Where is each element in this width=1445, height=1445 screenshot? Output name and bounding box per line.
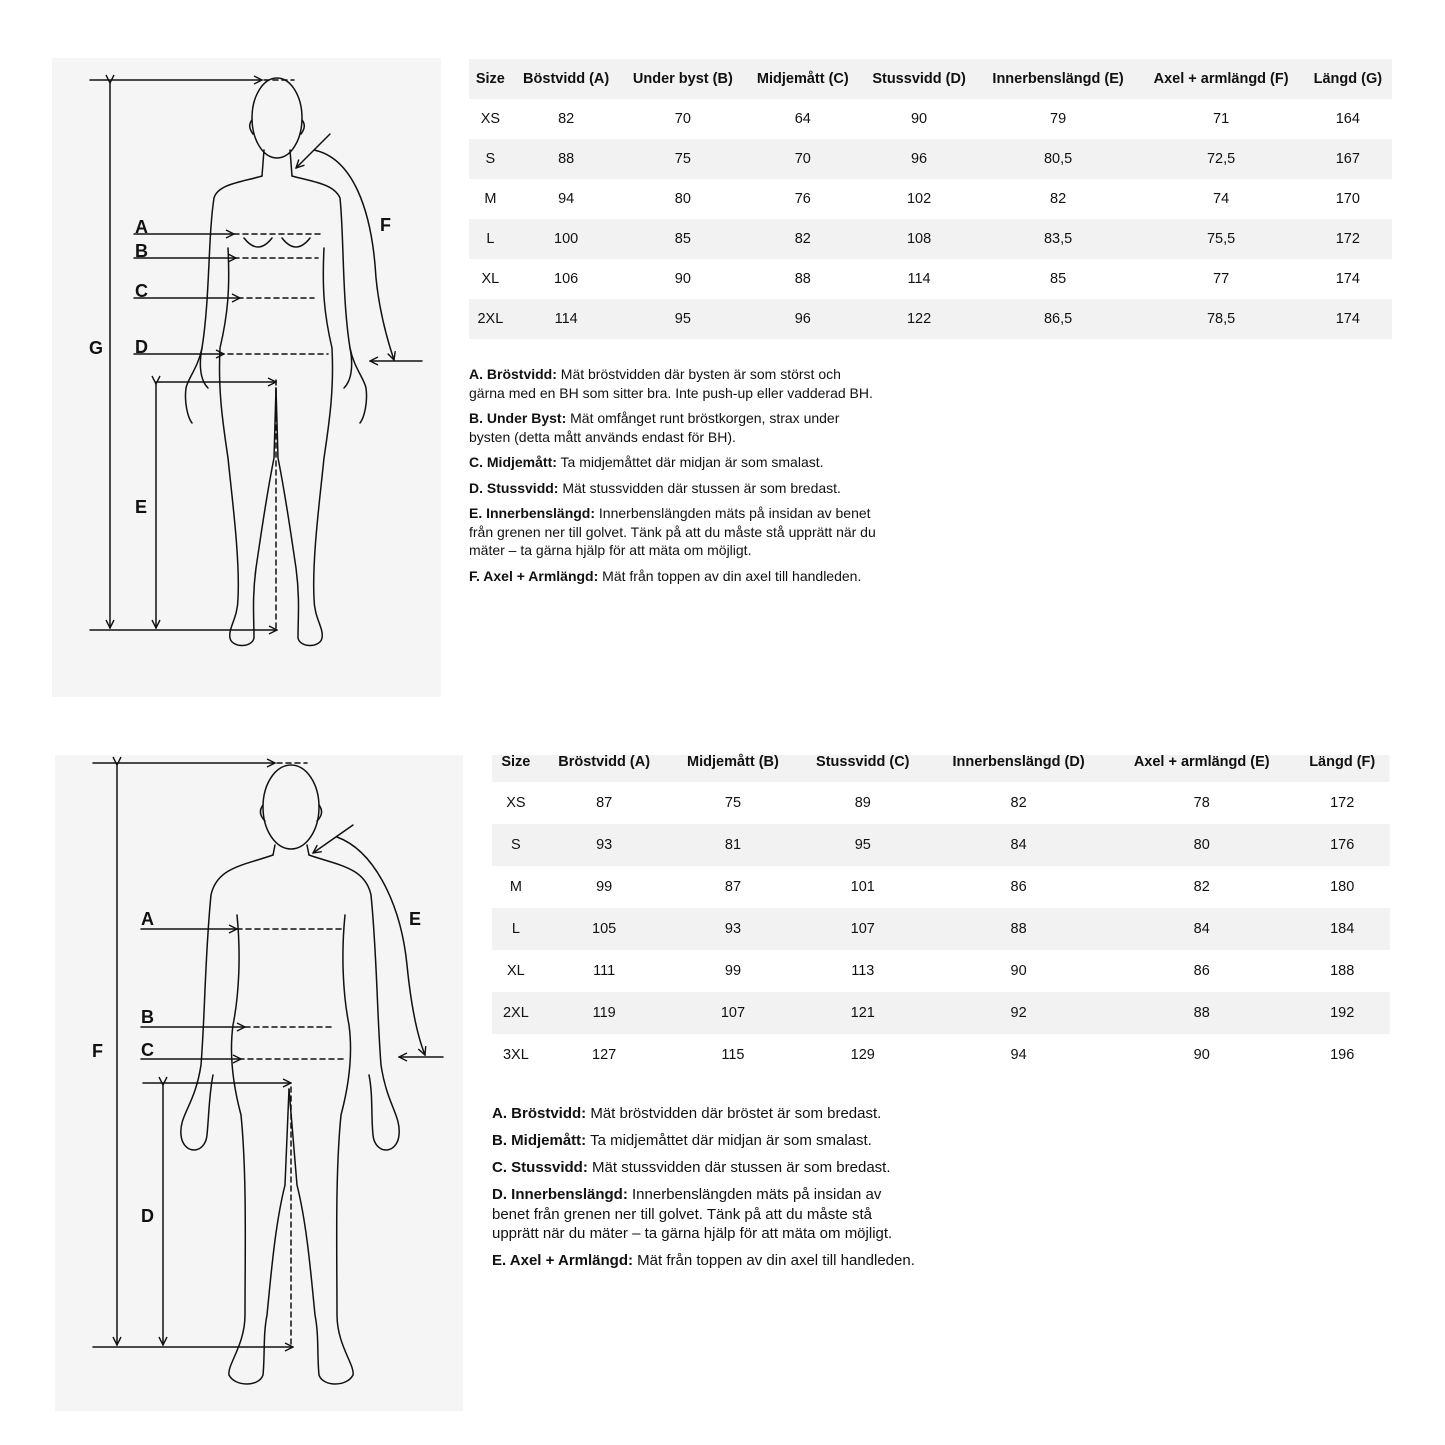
table-cell: 86 xyxy=(1010,879,1027,895)
table-cell: 107 xyxy=(720,1005,746,1021)
table-cell: 188 xyxy=(1330,963,1355,979)
note-item xyxy=(469,479,879,498)
table-cell: 75 xyxy=(724,795,742,811)
table-header-row xyxy=(469,59,1392,99)
table-cell: 64 xyxy=(794,111,811,127)
table-cell: 71 xyxy=(1213,111,1230,127)
table-cell: 114 xyxy=(554,311,578,327)
table-cell: 87 xyxy=(596,795,613,811)
table-cell: 96 xyxy=(794,311,811,327)
table-cell: 99 xyxy=(724,963,742,979)
table-row xyxy=(469,219,1392,259)
column-header: Midjemått (C) xyxy=(756,71,849,87)
table-cell: 80 xyxy=(674,191,691,207)
column-header: Innerbenslängd (D) xyxy=(952,754,1085,770)
table-cell: 105 xyxy=(592,921,617,937)
table-cell: 77 xyxy=(1213,271,1230,287)
column-header: Bröstvidd (A) xyxy=(558,754,651,770)
table-cell: L xyxy=(511,921,520,937)
note-item xyxy=(469,504,879,560)
table-cell: 74 xyxy=(1213,191,1230,207)
note-item xyxy=(492,1185,922,1244)
label-c: C xyxy=(141,1040,154,1060)
label-d: D xyxy=(135,337,148,357)
label-d: D xyxy=(141,1206,154,1226)
table-cell: 85 xyxy=(1050,271,1067,287)
column-header: Axel + armlängd (F) xyxy=(1153,71,1289,87)
table-cell: 88 xyxy=(1010,921,1027,937)
table-cell: 3XL xyxy=(502,1047,529,1063)
note-item xyxy=(492,1158,922,1178)
note-text: Mät omfånget runt bröstkorgen, strax under bysten (detta mått används endast för BH). xyxy=(469,410,840,445)
table-cell: XL xyxy=(507,963,525,979)
table-row xyxy=(469,99,1392,139)
men-size-table xyxy=(492,742,1390,1076)
note-text: Mät bröstvidden där bysten är som störst och gärna med en BH som sitter bra. Inte push-up eller vadderad BH. xyxy=(469,366,873,401)
table-cell: S xyxy=(511,837,521,853)
women-measurement-notes xyxy=(469,365,879,592)
table-cell: 89 xyxy=(854,795,871,811)
table-cell: 75,5 xyxy=(1206,231,1236,247)
table-cell: 119 xyxy=(592,1005,616,1021)
label-e: E xyxy=(409,909,422,929)
table-row xyxy=(492,1034,1390,1076)
table-cell: 167 xyxy=(1335,151,1360,167)
table-cell: 82 xyxy=(1010,795,1027,811)
column-header: Size xyxy=(475,71,505,87)
table-cell: 84 xyxy=(1010,837,1027,853)
table-cell: 85 xyxy=(674,231,691,247)
table-cell: 196 xyxy=(1330,1047,1355,1063)
table-cell: 114 xyxy=(907,271,931,287)
table-cell: 101 xyxy=(850,879,875,895)
column-header: Midjemått (B) xyxy=(687,754,779,770)
table-cell: 78,5 xyxy=(1206,311,1236,327)
table-cell: 122 xyxy=(906,311,932,327)
table-cell: 84 xyxy=(1193,921,1210,937)
table-row xyxy=(492,908,1390,950)
women-figure-panel xyxy=(52,58,441,697)
note-text: Innerbenslängden mäts på insidan av benet från grenen ner till golvet. Tänk på att du måste stå upprätt när du mäter – ta gärna hjälp för att mäta om möjligt. xyxy=(492,1186,893,1242)
table-row xyxy=(492,824,1390,866)
note-item xyxy=(492,1251,922,1271)
column-header: Längd (F) xyxy=(1309,754,1376,770)
table-row xyxy=(469,179,1392,219)
table-cell: 94 xyxy=(1010,1047,1027,1063)
table-cell: 176 xyxy=(1330,837,1355,853)
note-text: Mät bröstvidden där bröstet är som bredast. xyxy=(586,1105,882,1122)
note-text: Innerbenslängden mäts på insidan av benet från grenen ner till golvet. Tänk på att du måste stå upprätt när du mäter – ta gärna hjälp för att mäta om möjligt. xyxy=(469,505,876,558)
note-term: C. Midjemått: xyxy=(469,454,557,470)
table-cell: 92 xyxy=(1010,1005,1027,1021)
note-item xyxy=(469,453,879,472)
table-cell: 90 xyxy=(1010,963,1027,979)
women-size-table xyxy=(469,59,1392,339)
table-cell: 102 xyxy=(906,191,932,207)
table-row xyxy=(469,259,1392,299)
note-term: B. Midjemått: xyxy=(492,1132,587,1149)
table-cell: S xyxy=(485,151,496,167)
column-header: Innerbenslängd (E) xyxy=(992,71,1124,87)
label-f: F xyxy=(92,1041,103,1061)
table-cell: XL xyxy=(481,271,500,287)
table-cell: 95 xyxy=(854,837,871,853)
note-item xyxy=(469,365,879,402)
note-text: Mät från toppen av din axel till handleden. xyxy=(633,1252,915,1269)
note-term: F. Axel + Armlängd: xyxy=(469,567,599,584)
column-header: Längd (G) xyxy=(1313,71,1383,87)
table-cell: 90 xyxy=(910,111,928,127)
table-cell: 80 xyxy=(1193,837,1210,853)
column-header: Böstvidd (A) xyxy=(523,71,610,87)
table-cell: 82 xyxy=(794,231,811,247)
note-item xyxy=(492,1104,922,1124)
table-cell: 70 xyxy=(674,111,691,127)
table-row xyxy=(492,950,1390,992)
table-row xyxy=(492,782,1390,824)
table-cell: 172 xyxy=(1335,231,1360,247)
table-cell: 81 xyxy=(724,837,742,853)
label-b: B xyxy=(135,241,148,261)
table-cell: 87 xyxy=(724,879,742,895)
table-cell: 78 xyxy=(1193,795,1210,811)
label-a: A xyxy=(141,909,154,929)
note-term: E. Axel + Armlängd: xyxy=(492,1252,634,1269)
label-c: C xyxy=(135,281,148,301)
table-cell: 95 xyxy=(674,311,691,327)
label-f: F xyxy=(380,215,391,235)
table-cell: 79 xyxy=(1050,111,1067,127)
table-cell: 83,5 xyxy=(1043,231,1073,247)
table-cell: 129 xyxy=(850,1047,875,1063)
table-cell: 86,5 xyxy=(1043,311,1073,327)
table-cell: L xyxy=(486,231,495,247)
table-cell: XS xyxy=(506,795,526,811)
note-term: A. Bröstvidd: xyxy=(492,1105,587,1122)
table-cell: M xyxy=(509,879,522,895)
table-cell: 164 xyxy=(1335,111,1360,127)
table-cell: 172 xyxy=(1330,795,1355,811)
table-cell: 174 xyxy=(1335,271,1360,287)
table-cell: 192 xyxy=(1330,1005,1355,1021)
table-row xyxy=(492,992,1390,1034)
table-cell: M xyxy=(484,191,497,207)
table-cell: 2XL xyxy=(477,311,504,327)
table-cell: 90 xyxy=(674,271,691,287)
men-measurement-notes xyxy=(492,1104,922,1278)
table-cell: 170 xyxy=(1335,191,1360,207)
note-term: B. Under Byst: xyxy=(469,410,567,426)
note-text: Mät stussvidden där stussen är som bredast. xyxy=(558,479,841,496)
note-term: D. Innerbenslängd: xyxy=(492,1186,628,1203)
table-cell: 108 xyxy=(906,231,932,247)
table-cell: 121 xyxy=(850,1005,875,1021)
table-cell: 96 xyxy=(910,151,928,167)
table-cell: 106 xyxy=(554,271,579,287)
note-term: C. Stussvidd: xyxy=(492,1159,588,1176)
table-cell: 184 xyxy=(1330,921,1355,937)
table-cell: 127 xyxy=(592,1047,617,1063)
table-cell: 115 xyxy=(721,1047,745,1063)
note-term: A. Bröstvidd: xyxy=(469,366,557,382)
table-cell: 174 xyxy=(1335,311,1360,327)
note-text: Ta midjemåttet där midjan är som smalast. xyxy=(556,454,824,470)
table-cell: 82 xyxy=(1193,879,1210,895)
table-cell: 107 xyxy=(850,921,875,937)
note-text: Ta midjemåttet där midjan är som smalast. xyxy=(586,1132,872,1149)
table-row xyxy=(469,139,1392,179)
note-item xyxy=(469,567,879,586)
note-term: E. Innerbenslängd: xyxy=(469,505,596,521)
table-row xyxy=(469,299,1392,339)
table-cell: 82 xyxy=(558,111,575,127)
column-header: Under byst (B) xyxy=(632,71,733,87)
column-header: Stussvidd (D) xyxy=(872,71,966,87)
table-cell: 88 xyxy=(794,271,811,287)
men-body-outline-illustration xyxy=(55,755,463,1411)
label-g: G xyxy=(89,338,104,358)
column-header: Size xyxy=(501,754,531,770)
table-cell: 99 xyxy=(596,879,613,895)
label-e: E xyxy=(135,497,148,517)
table-cell: 90 xyxy=(1193,1047,1210,1063)
label-a: A xyxy=(135,217,148,237)
column-header: Axel + armlängd (E) xyxy=(1133,754,1270,770)
table-cell: 76 xyxy=(794,191,811,207)
note-text: Mät från toppen av din axel till handleden. xyxy=(598,567,862,584)
table-cell: 180 xyxy=(1330,879,1355,895)
table-row xyxy=(492,866,1390,908)
table-cell: 88 xyxy=(558,151,575,167)
table-cell: 72,5 xyxy=(1206,151,1236,167)
table-cell: 86 xyxy=(1193,963,1210,979)
table-cell: 82 xyxy=(1050,191,1067,207)
table-cell: 111 xyxy=(593,963,616,979)
table-cell: 80,5 xyxy=(1043,151,1073,167)
table-cell: 2XL xyxy=(502,1005,529,1021)
table-cell: 100 xyxy=(554,231,579,247)
note-item xyxy=(492,1131,922,1151)
men-figure-panel xyxy=(55,755,463,1411)
note-term: D. Stussvidd: xyxy=(469,479,559,496)
table-cell: 93 xyxy=(724,921,742,937)
table-cell: XS xyxy=(480,111,501,127)
table-cell: 70 xyxy=(794,151,811,167)
note-text: Mät stussvidden där stussen är som bredast. xyxy=(587,1159,891,1176)
label-b: B xyxy=(141,1007,154,1027)
table-cell: 75 xyxy=(674,151,691,167)
note-item xyxy=(469,409,879,446)
table-cell: 93 xyxy=(596,837,613,853)
table-cell: 88 xyxy=(1193,1005,1210,1021)
column-header: Stussvidd (C) xyxy=(816,754,910,770)
table-cell: 113 xyxy=(851,963,875,979)
table-header-row xyxy=(492,742,1390,782)
table-cell: 94 xyxy=(558,191,575,207)
women-body-outline-illustration xyxy=(52,58,441,697)
